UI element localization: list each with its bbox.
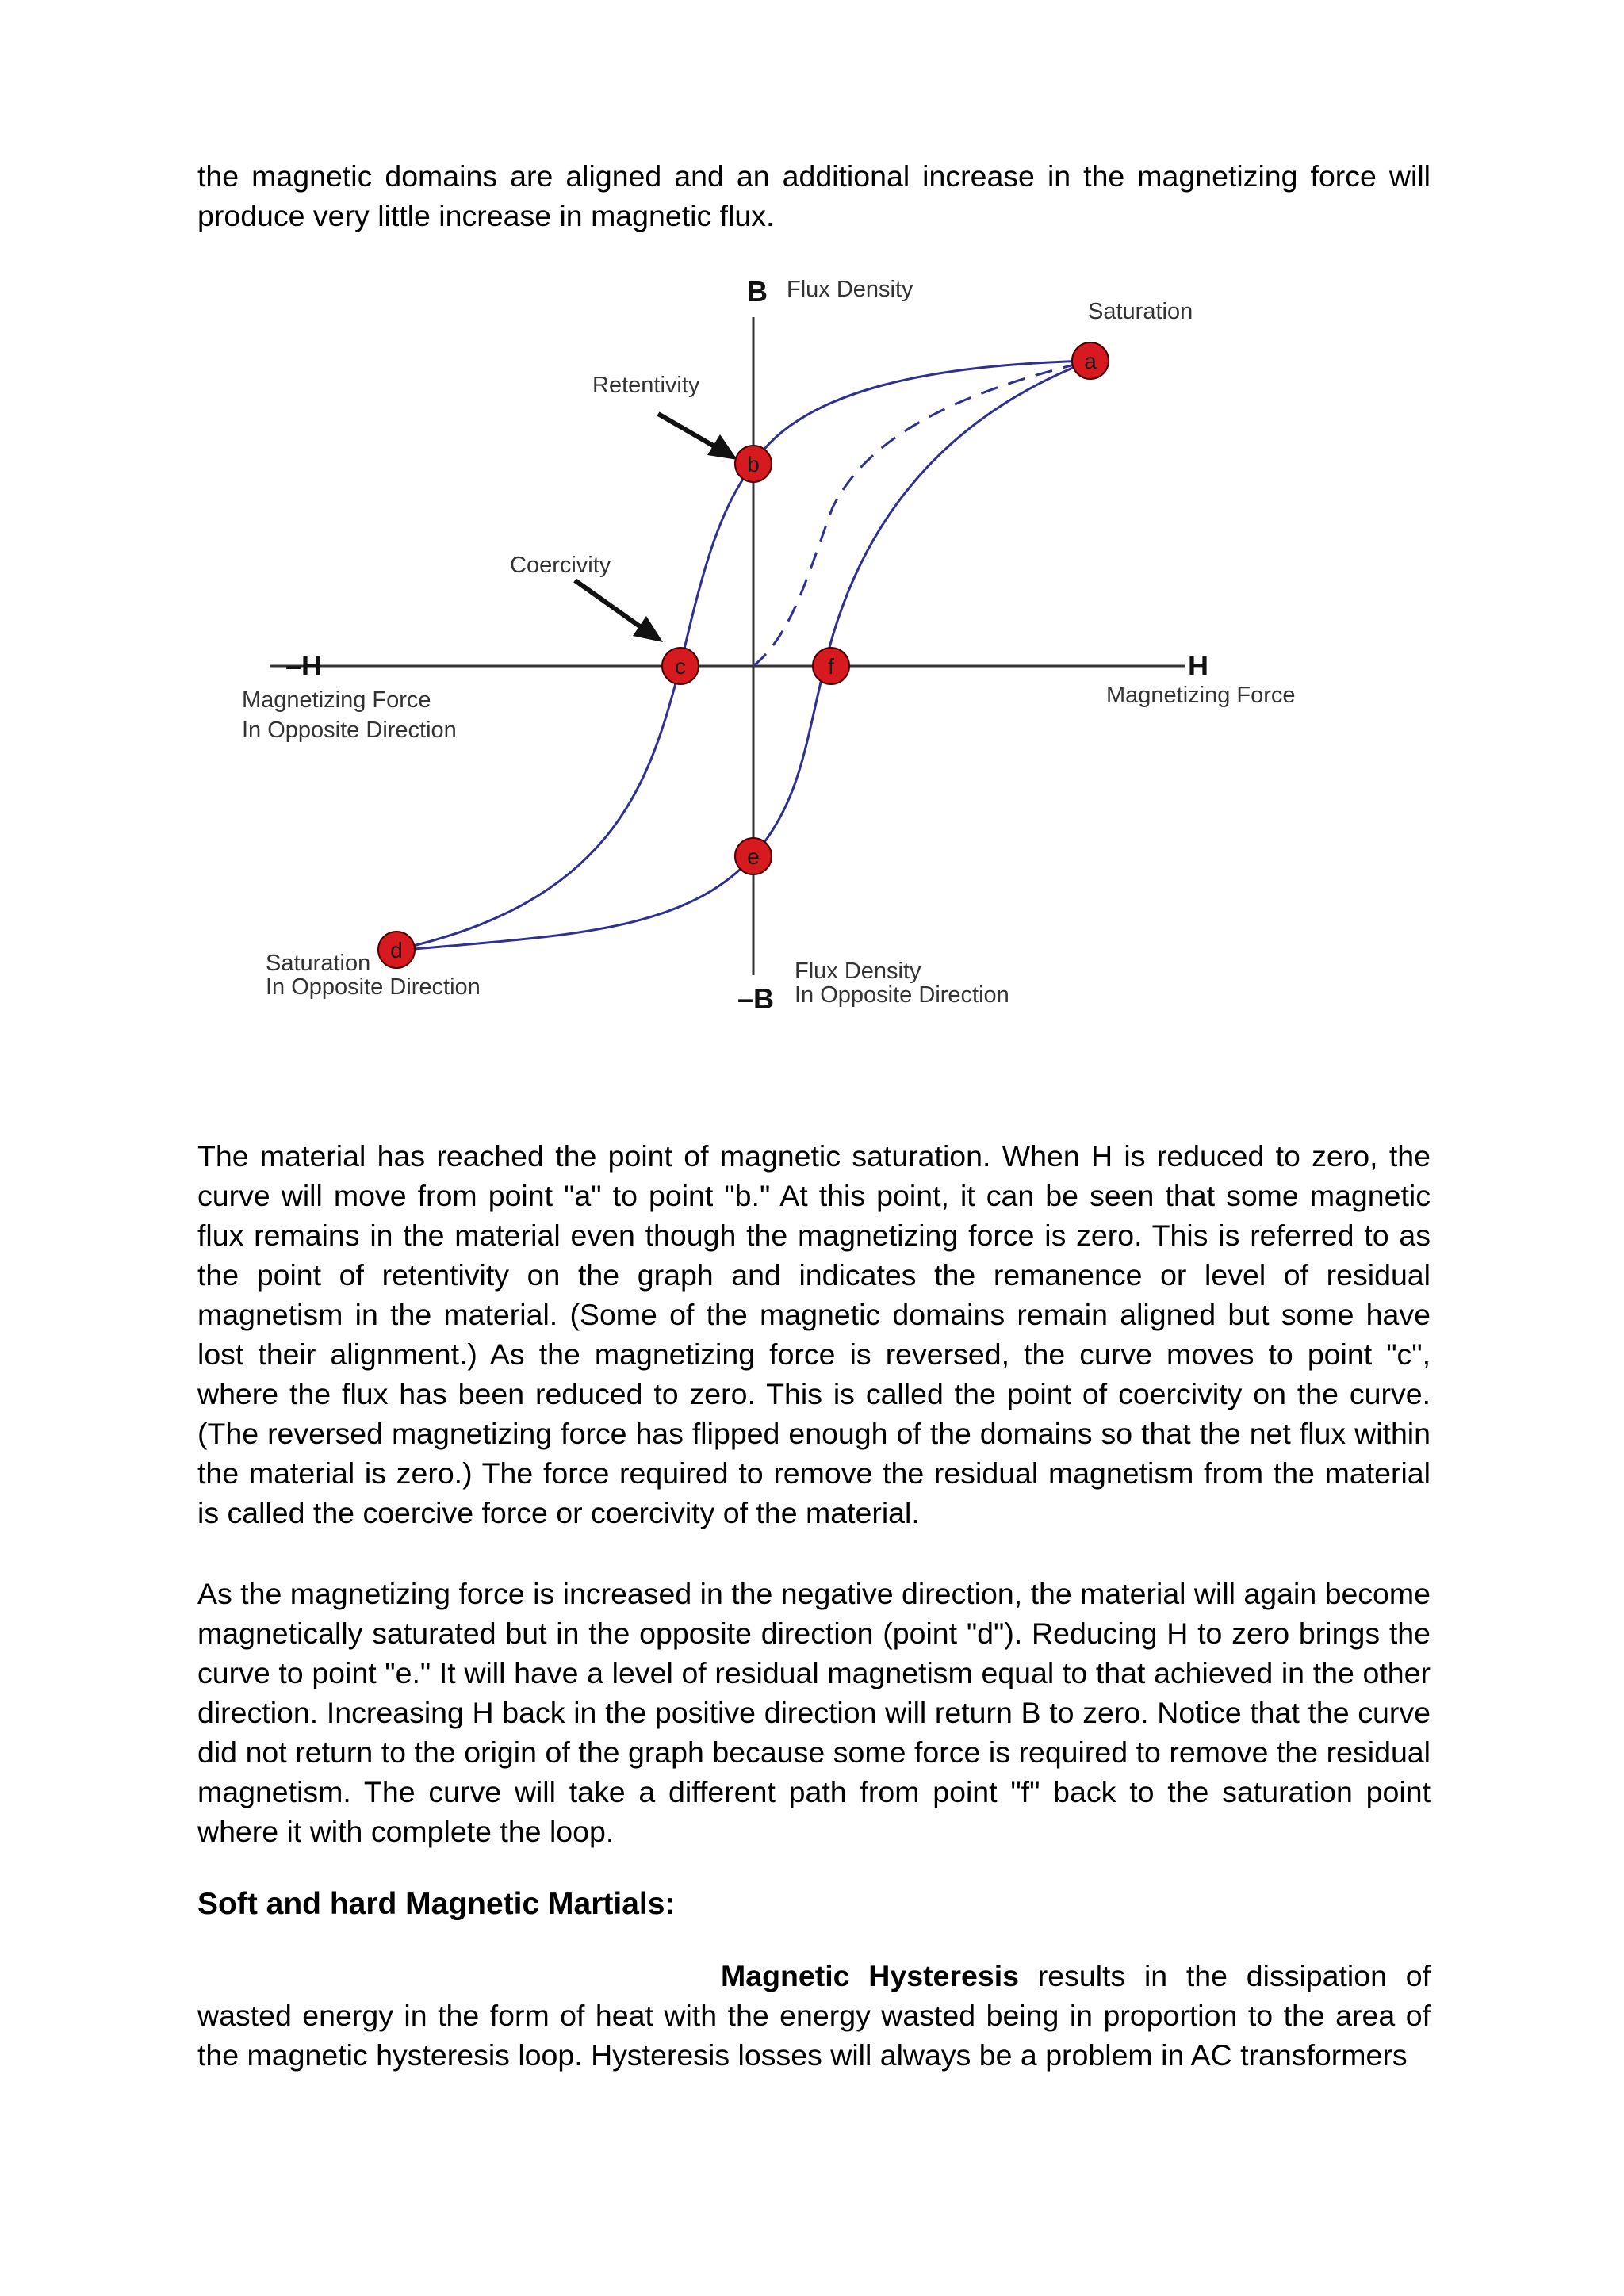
hysteresis-term: Magnetic Hysteresis: [721, 1959, 1019, 1992]
svg-text:c: c: [675, 654, 686, 679]
saturation-label: Saturation: [1088, 299, 1193, 324]
point-d: [378, 932, 415, 968]
svg-text:e: e: [747, 844, 760, 869]
neg-h-label-line2: In Opposite Direction: [242, 718, 457, 743]
neg-b-axis-symbol: –B: [737, 982, 775, 1015]
section-heading: Soft and hard Magnetic Martials:: [197, 1887, 676, 1921]
hysteresis-loop-diagram: [222, 270, 1348, 1031]
neg-b-label-line1: Flux Density: [795, 959, 921, 984]
point-e: [735, 838, 772, 874]
point-a: [1072, 342, 1109, 379]
retentivity-arrow: [658, 414, 737, 460]
hysteresis-text: results in the dissipation of wasted energy in the form of heat with the energy wasted being in proportion to the area of the magnetic hysteresis loop. Hysteresis losses will always be a problem in AC transformers: [197, 1959, 1431, 2072]
point-c: [662, 648, 699, 684]
negative-direction-paragraph: As the magnetizing force is increased in the negative direction, the material will again become magnetically saturated but in the opposite direction (point "d"). Reducing H to zero brings the curve to point "e." It will have a level of residual magnetism equal to that achieved in the other direction. Increasing H back in the positive direction will return B to zero. Notice that the curve did not return to the origin of the graph because some force is required to remove the residual magnetism. The curve will take a different path from point "f" back to the saturation point where it with complete the loop.: [197, 1577, 1431, 1848]
point-b: [735, 446, 772, 482]
svg-text:b: b: [747, 452, 760, 476]
svg-text:d: d: [390, 938, 403, 962]
svg-text:a: a: [1084, 349, 1097, 373]
b-axis-symbol: B: [747, 275, 768, 308]
coercivity-arrow: [575, 580, 663, 642]
saturation-opp-line2: In Opposite Direction: [266, 974, 481, 1000]
coercivity-label: Coercivity: [510, 553, 611, 578]
initial-magnetization-curve: [753, 361, 1090, 666]
saturation-paragraph: The material has reached the point of magnetic saturation. When H is reduced to zero, the curve will move from point "a" to point "b." At this point, it can be seen that some magnetic flux remains in the material even though the magnetizing force is zero. This is referred to as the point of retentivity on the graph and indicates the remanence or level of residual magnetism in the material. (Some of the magnetic domains remain aligned but some have lost their alignment.) As the magnetizing force is reversed, the curve moves to point "c", where the flux has been reduced to zero. This is called the point of coercivity on the curve. (The reversed magnetizing force has flipped enough of the domains so that the net flux within the material is zero.) The force required to remove the residual magnetism from the material is called the coercive force or coercivity of the material.: [197, 1139, 1431, 1529]
saturation-opp-line1: Saturation: [266, 951, 371, 976]
h-axis-symbol: H: [1188, 649, 1208, 682]
neg-b-label-line2: In Opposite Direction: [795, 982, 1009, 1008]
intro-paragraph: the magnetic domains are aligned and an additional increase in the magnetizing force will produce very little increase in magnetic flux.: [197, 159, 1431, 232]
hysteresis-paragraph: [197, 1956, 1431, 2075]
point-f: [813, 648, 849, 684]
svg-text:f: f: [828, 654, 834, 679]
neg-h-label-line1: Magnetizing Force: [242, 687, 431, 713]
h-axis-label: Magnetizing Force: [1106, 683, 1296, 708]
neg-h-axis-symbol: –H: [285, 649, 323, 682]
retentivity-label: Retentivity: [592, 373, 700, 398]
flux-density-label: Flux Density: [787, 277, 914, 302]
